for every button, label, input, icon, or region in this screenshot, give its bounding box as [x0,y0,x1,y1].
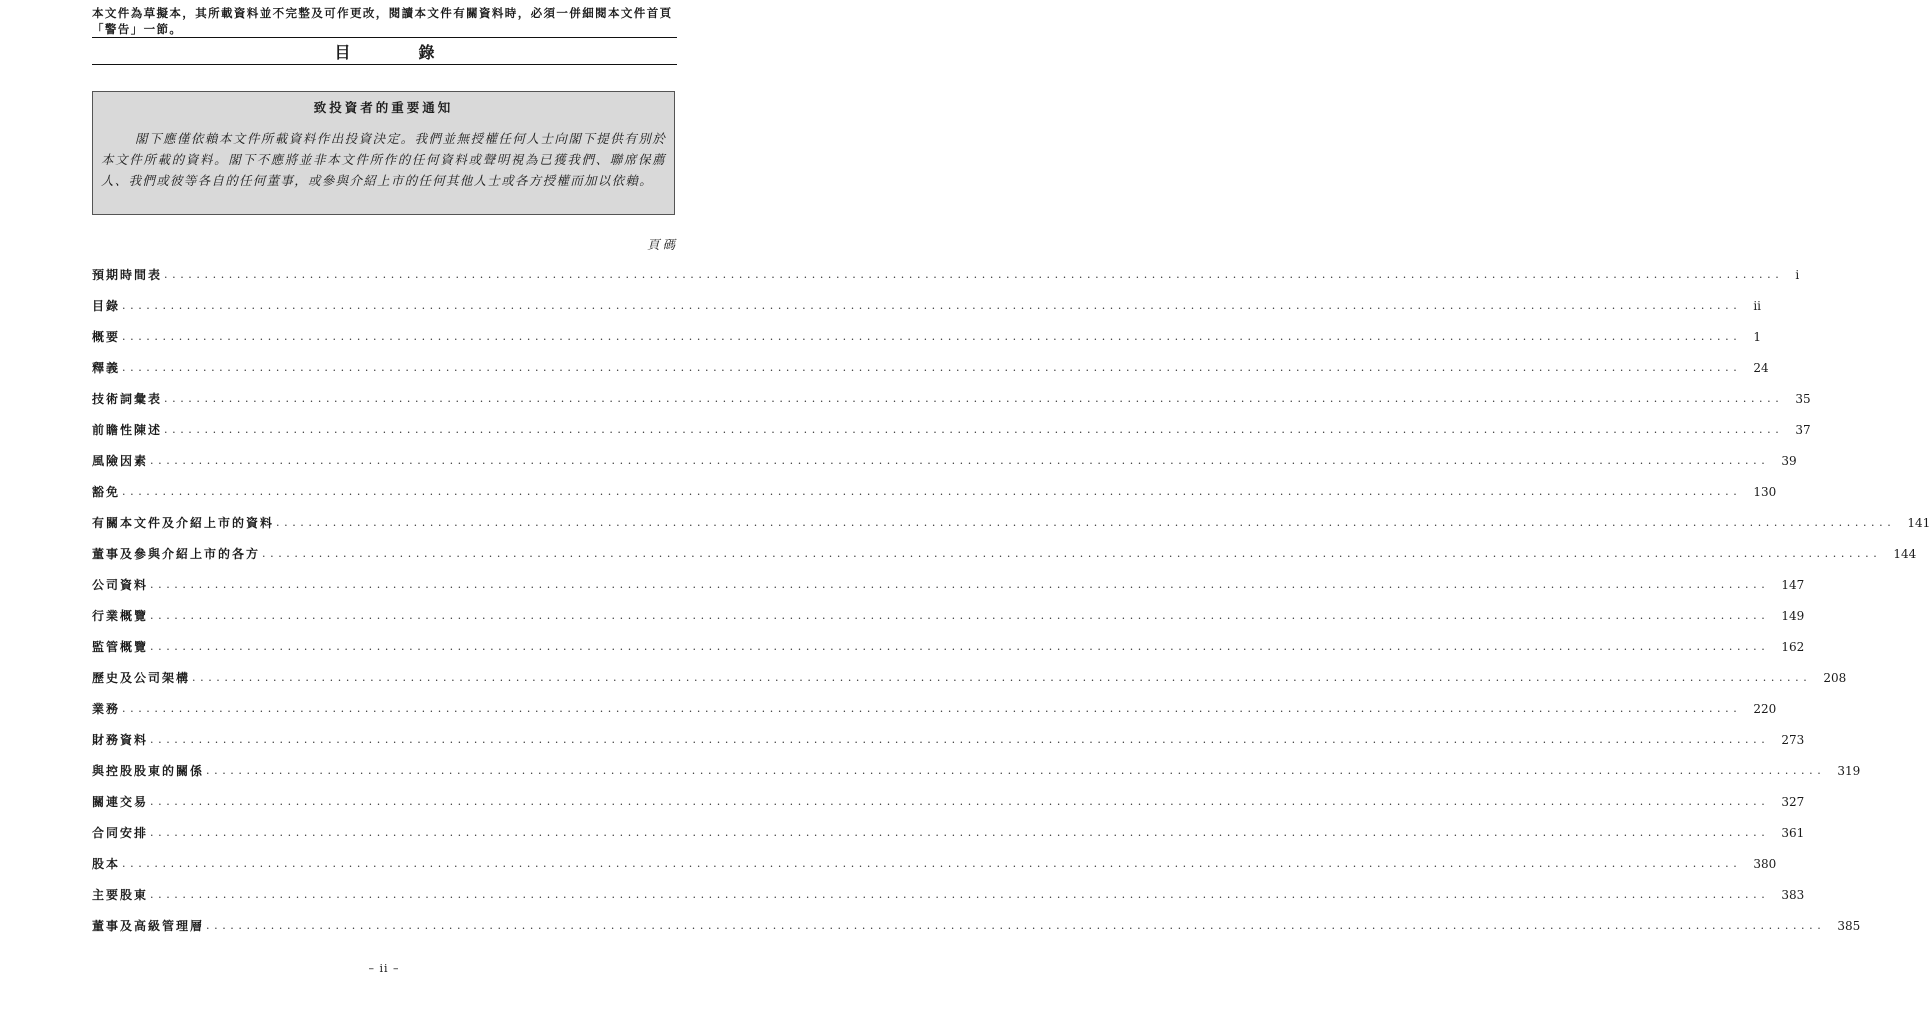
toc-entry-label: 概要 [92,330,121,344]
toc-entry-label: 有關本文件及介紹上市的資料 [92,516,275,530]
toc-entry[interactable] [92,886,1805,917]
toc-entry-page: 162 [1781,640,1805,654]
toc-entry[interactable] [92,607,1805,638]
toc-entry-label: 主要股東 [92,888,149,902]
dot-leader: ........................................................................................................................................................................................................ [206,764,1826,777]
dot-leader: ........................................................................................................................................................................................................ [122,857,1742,870]
toc-entry-page: 144 [1893,547,1917,561]
dot-leader: ........................................................................................................................................................................................................ [122,702,1742,715]
toc-entry-label: 技術詞彙表 [92,392,163,406]
toc-entry[interactable] [92,731,1805,762]
notice-body: 閣下應僅依賴本文件所載資料作出投資決定。我們並無授權任何人士向閣下提供有別於本文件所載的資料。閣下不應將並非本文件所作的任何資料或聲明視為已獲我們、聯席保薦人、我們或彼等各自的任何董事，或參與介紹上市的任何其他人士或各方授權而加以依賴。 [101,131,666,188]
toc-entry[interactable] [92,700,1777,731]
toc-entry[interactable] [92,514,1930,545]
dot-leader: ........................................................................................................................................................................................................ [164,423,1784,436]
dot-leader: ........................................................................................................................................................................................................ [150,609,1770,622]
toc-entry[interactable] [92,762,1861,793]
toc-entry-label: 業務 [92,702,121,716]
toc-entry-page: 141 [1907,516,1930,530]
toc-entry-page: 383 [1781,888,1805,902]
toc-entry-page: 319 [1837,764,1861,778]
toc-entry[interactable] [92,421,1811,452]
toc-entry[interactable] [92,545,1917,576]
toc-entry[interactable] [92,297,1762,328]
dot-leader: ........................................................................................................................................................................................................ [122,361,1742,374]
toc-entry-label: 監管概覽 [92,640,149,654]
page-title: 目 錄 [334,43,461,62]
toc-entry-label: 董事及參與介紹上市的各方 [92,547,261,561]
dot-leader: ........................................................................................................................................................................................................ [122,330,1742,343]
toc-entry-label: 關連交易 [92,795,149,809]
toc-entry-label: 與控股股東的關係 [92,764,205,778]
toc-entry[interactable] [92,328,1761,359]
toc-entry-page: 1 [1753,330,1761,344]
toc-entry-label: 風險因素 [92,454,149,468]
dot-leader: ........................................................................................................................................................................................................ [164,392,1784,405]
dot-leader: ........................................................................................................................................................................................................ [150,454,1770,467]
toc-entry-label: 合同安排 [92,826,149,840]
toc-entry[interactable] [92,483,1777,514]
dot-leader: ........................................................................................................................................................................................................ [206,919,1826,932]
toc-entry-label: 目錄 [92,299,121,313]
toc-entry-page: 327 [1781,795,1805,809]
table-of-contents [92,266,1930,948]
header-rule [92,37,677,38]
dot-leader: ........................................................................................................................................................................................................ [150,733,1770,746]
toc-entry-label: 預期時間表 [92,268,163,282]
toc-entry-label: 釋義 [92,361,121,375]
dot-leader: ........................................................................................................................................................................................................ [150,578,1770,591]
dot-leader: ........................................................................................................................................................................................................ [164,268,1784,281]
toc-entry[interactable] [92,669,1847,700]
toc-entry[interactable] [92,855,1777,886]
dot-leader: ........................................................................................................................................................................................................ [276,516,1896,529]
toc-entry-label: 歷史及公司架構 [92,671,191,685]
notice-title: 致投資者的重要通知 [313,100,454,115]
toc-entry[interactable] [92,452,1797,483]
toc-entry-page: ii [1753,299,1762,313]
toc-entry[interactable] [92,917,1861,948]
draft-warning-header: 本文件為草擬本，其所載資料並不完整及可作更改，閱讀本文件有關資料時，必須一併細閱本文件首頁「警告」一節。 [92,6,673,36]
investor-notice-box [92,91,675,215]
toc-entry-page: 149 [1781,609,1805,623]
toc-entry-page: 37 [1795,423,1811,437]
dot-leader: ........................................................................................................................................................................................................ [150,826,1770,839]
toc-entry-page: 220 [1753,702,1777,716]
toc-entry-page: 24 [1753,361,1769,375]
toc-entry[interactable] [92,359,1769,390]
dot-leader: ........................................................................................................................................................................................................ [122,485,1742,498]
toc-entry-page: 361 [1781,826,1805,840]
toc-entry-label: 前瞻性陳述 [92,423,163,437]
toc-entry[interactable] [92,266,1800,297]
toc-entry[interactable] [92,390,1811,421]
toc-entry-label: 公司資料 [92,578,149,592]
toc-entry-page: 35 [1795,392,1811,406]
toc-entry[interactable] [92,576,1805,607]
toc-entry[interactable] [92,824,1805,855]
toc-entry-page: 147 [1781,578,1805,592]
toc-entry-page: 380 [1753,857,1777,871]
toc-entry-page: 385 [1837,919,1861,933]
toc-entry-label: 豁免 [92,485,121,499]
toc-entry[interactable] [92,793,1805,824]
toc-entry[interactable] [92,638,1805,669]
dot-leader: ........................................................................................................................................................................................................ [150,795,1770,808]
toc-entry-page: 39 [1781,454,1797,468]
page-number-footer: – ii – [368,962,400,975]
dot-leader: ........................................................................................................................................................................................................ [150,888,1770,901]
page-column-label: 頁碼 [646,237,678,252]
toc-entry-label: 董事及高級管理層 [92,919,205,933]
toc-entry-label: 行業概覽 [92,609,149,623]
toc-entry-page: 273 [1781,733,1805,747]
dot-leader: ........................................................................................................................................................................................................ [192,671,1812,684]
toc-entry-page: i [1795,268,1800,282]
dot-leader: ........................................................................................................................................................................................................ [150,640,1770,653]
title-rule [92,64,677,65]
toc-entry-label: 財務資料 [92,733,149,747]
dot-leader: ........................................................................................................................................................................................................ [122,299,1742,312]
dot-leader: ........................................................................................................................................................................................................ [262,547,1882,560]
toc-entry-page: 130 [1753,485,1777,499]
toc-entry-page: 208 [1823,671,1847,685]
toc-entry-label: 股本 [92,857,121,871]
